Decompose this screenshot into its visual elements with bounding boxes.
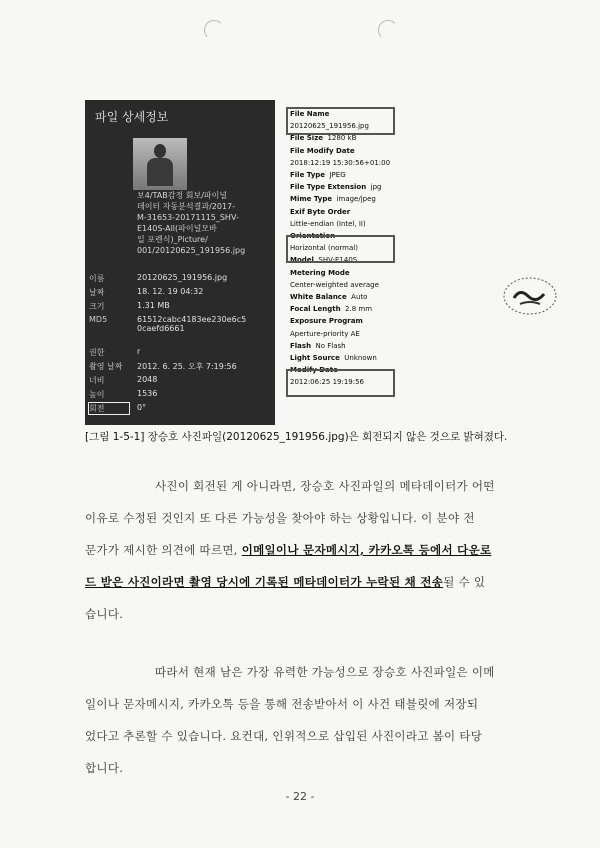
exif-row [290,195,376,203]
exif-row [290,281,379,289]
detail-label: MD5 [89,315,108,324]
detail-label: 이름 [89,274,105,283]
exif-key: File Modify Date [290,146,355,155]
exif-value: 2.8 mm [345,305,373,314]
photo-thumbnail [133,138,187,190]
exif-key: Mime Type [290,195,333,204]
detail-value: 1536 [137,389,158,398]
exif-key: Flash [290,341,312,350]
p1-line-4-plain: 될 수 있 [443,575,486,589]
exif-value: Center-weighted average [290,280,379,289]
detail-label: 촬영 날짜 [89,362,123,371]
punch-hole-right [378,20,398,40]
detail-label: 너비 [89,376,105,385]
highlight-orientation [286,235,395,263]
exif-value: Aperture-priority AE [290,329,360,338]
exif-key: File Name [290,110,330,118]
p2-line-4: 합니다. [85,761,124,775]
highlight-filename [286,107,395,135]
highlight-modify-date [286,369,395,397]
detail-value: r [137,347,141,356]
exif-value: 20120625_191956.jpg [290,122,369,131]
exif-value: 1280 kB [327,134,357,143]
detail-value: 0° [137,403,147,412]
exif-row [290,183,382,191]
p1-line-3 [85,542,491,558]
detail-value: 2012. 6. 25. 오후 7:19:56 [137,362,237,371]
p1-line-5: 습니다. [85,607,124,621]
exif-key: Exposure Program [290,317,363,326]
detail-label: 높이 [89,390,105,399]
exif-row [290,134,356,142]
exif-value: jpg [370,183,382,192]
p1-line-2: 이유로 수정된 것인지 또 다른 가능성을 찾아야 하는 상황입니다. 이 분야 전 [85,511,475,525]
exif-value: JPEG [329,171,346,179]
exif-value: SHV-E140S [318,256,358,265]
exif-metadata-panel [284,105,414,395]
file-details-title: 파일 상세정보 [95,110,169,124]
exif-value: Unknown [344,354,377,362]
exif-key: File Type Extension [290,183,367,192]
detail-value: 61512cabc4183ee230e6c5 0caefd6661 [137,315,247,333]
exif-row [290,354,377,362]
exif-key: Focal Length [290,305,341,314]
detail-value: 1.31 MB [137,301,170,310]
seal-stamp [500,270,560,320]
exif-key: File Size [290,134,324,143]
exif-value: No Flash [315,341,346,350]
file-path: 보4/TAB감정 회보/파이널 데이터 자동분석결과/2017- M-31653-20171115_SHV- E140S-All(파이널모바 일 포렌식)_Picture/ 001/20120625_191956.jpg [137,191,246,255]
exif-key: Exif Byte Order [290,207,351,216]
detail-label: 권한 [89,348,105,357]
exif-row [290,330,360,338]
exif-key: Model [290,256,314,265]
detail-value: 20120625_191956.jpg [137,273,228,282]
exif-row [290,220,366,228]
figure-caption: [그림 1-5-1] 장승호 사진파일(20120625_191956.jpg)은 회전되지 않은 것으로 밝혀졌다. [85,431,508,443]
page-number: - 22 - [285,790,315,803]
exif-value: 2012:06:25 19:19:56 [290,378,365,387]
exif-key: Light Source [290,354,340,362]
punch-hole-left [204,20,224,40]
exif-key: White Balance [290,293,347,301]
exif-value: Little-endian (Intel, II) [290,219,366,228]
detail-value: 18. 12. 19 04:32 [137,287,204,296]
p2-line-3: 었다고 추론할 수 있습니다. 요컨대, 인위적으로 삽입된 사진이라고 봄이 타당 [85,729,483,743]
p2-line-1: 따라서 현재 남은 가장 유력한 가능성으로 장승호 사진파일은 이메 [155,665,495,679]
detail-label: 날짜 [89,288,105,297]
exif-row [290,208,350,216]
exif-row [290,269,350,277]
exif-value: image/jpeg [336,195,376,204]
file-details-screenshot [85,100,275,425]
exif-row [290,293,367,301]
exif-key: Orientation [290,232,336,240]
exif-key: Modify Date [290,366,338,375]
p1-line-1: 사진이 회전된 게 아니라면, 장승호 사진파일의 메타데이터가 어떤 [155,479,495,493]
p1-line-4-emphasis: 드 받은 사진이라면 촬영 당시에 기록된 메타데이터가 누락된 채 전송 [85,575,444,589]
exif-row [290,317,363,325]
rotation-highlight-box [88,402,130,415]
p2-line-2: 일이나 문자메시지, 카카오톡 등을 통해 전송받아서 이 사건 태블릿에 저장되 [85,697,479,711]
detail-label: 회전 [89,404,105,413]
exif-value: Horizontal (normal) [290,244,358,253]
exif-key: File Type [290,171,326,179]
p1-line-3-emphasis: 이메일이나 문자메시지, 카카오톡 등에서 다운로 [241,543,492,557]
exif-value: 2018:12:19 15:30:56+01:00 [290,158,391,167]
exif-row [290,305,372,313]
exif-key: Metering Mode [290,268,350,277]
exif-row [290,342,346,350]
detail-value: 2048 [137,375,158,384]
exif-row [290,147,355,155]
exif-row [290,171,346,179]
exif-row [290,159,390,167]
detail-label: 크기 [89,302,105,311]
p1-line-4 [85,574,485,590]
p1-line-3-plain: 문가가 제시한 의견에 따르면, [85,543,242,557]
exif-value: Auto [351,293,368,301]
